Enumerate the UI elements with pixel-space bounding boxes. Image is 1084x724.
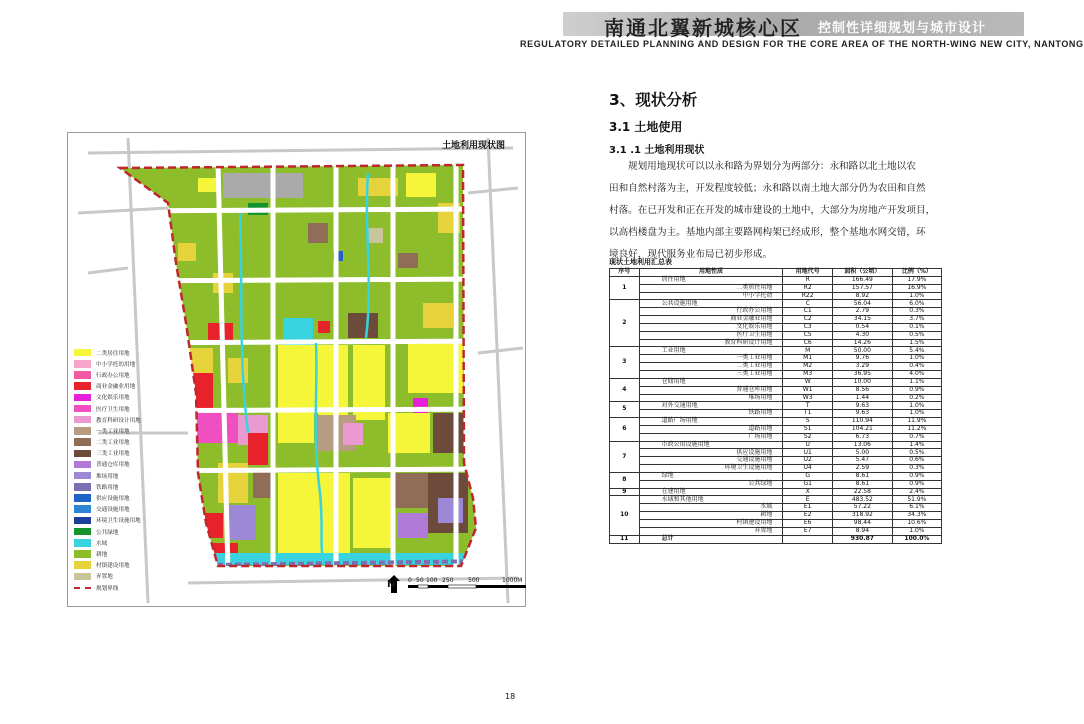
cell-no: 8 <box>610 472 640 488</box>
cell-type: 水域和其他用地 <box>639 496 783 504</box>
legend-boundary-swatch <box>74 587 91 589</box>
cell-ratio: 11.2% <box>892 425 941 433</box>
legend-swatch <box>74 494 91 502</box>
cell-area: 2.79 <box>832 308 892 316</box>
project-title: 南通北翼新城核心区 <box>604 16 802 40</box>
cell-area: 34.15 <box>832 316 892 324</box>
cell-ratio: 3.7% <box>892 316 941 324</box>
cell-no: 3 <box>610 347 640 378</box>
cell-ratio: 0.2% <box>892 394 941 402</box>
table-row <box>610 433 942 441</box>
cell-area: 318.92 <box>832 512 892 520</box>
cell-code: S1 <box>783 425 832 433</box>
cell-area: 104.21 <box>832 425 892 433</box>
table-row <box>610 331 942 339</box>
map-legend <box>74 347 184 593</box>
legend-item <box>74 537 184 548</box>
cell-no: 2 <box>610 300 640 347</box>
legend-swatch <box>74 394 91 402</box>
paragraph-line: 以高档楼盘为主。基地内部主要路网构架已经成形，整个基地水网交错，环 <box>609 227 926 238</box>
table-row <box>610 425 942 433</box>
table-row <box>610 339 942 347</box>
cell-area: 157.57 <box>832 284 892 292</box>
cell-ratio: 0.3% <box>892 465 941 473</box>
cell-area: 5.00 <box>832 449 892 457</box>
cell-ratio: 1.5% <box>892 339 941 347</box>
legend-item <box>74 381 184 392</box>
scale-label-500: 500 <box>468 577 480 584</box>
cell-type: 二类居住用地 <box>639 284 783 292</box>
legend-swatch <box>74 539 91 547</box>
cell-ratio: 0.5% <box>892 449 941 457</box>
cell-type: 在建用地 <box>639 488 783 496</box>
cell-code: U2 <box>783 457 832 465</box>
cell-ratio: 1.1% <box>892 378 941 386</box>
scale-label-250: 250 <box>442 577 454 584</box>
cell-area: 110.94 <box>832 418 892 426</box>
legend-label: 堆场用地 <box>96 473 119 480</box>
cell-no: 1 <box>610 276 640 300</box>
cell-type: 铁路用地 <box>639 410 783 418</box>
cell-ratio: 0.7% <box>892 433 941 441</box>
cell-code: R2 <box>783 284 832 292</box>
project-title-english: REGULATORY DETAILED PLANNING AND DESIGN FOR THE CORE AREA OF THE NORTH-WING NEW CITY, NANTONG <box>520 39 1084 49</box>
cell-area: 8.92 <box>832 292 892 300</box>
cell-ratio: 6.0% <box>892 300 941 308</box>
legend-label: 商业金融业用地 <box>96 384 136 391</box>
cell-code: C1 <box>783 308 832 316</box>
cell-code: X <box>783 488 832 496</box>
cell-no: 10 <box>610 496 640 535</box>
legend-swatch <box>74 427 91 435</box>
table-row <box>610 418 942 426</box>
legend-label: 二类工业用地 <box>96 440 130 447</box>
legend-item <box>74 347 184 358</box>
cell-ratio: 1.0% <box>892 410 941 418</box>
legend-label: 弃置地 <box>96 574 113 581</box>
cell-area: 50.00 <box>832 347 892 355</box>
legend-label: 耕地 <box>96 551 108 558</box>
legend-item <box>74 448 184 459</box>
cell-code: W3 <box>783 394 832 402</box>
table-row <box>610 527 942 535</box>
cell-code: G1 <box>783 480 832 488</box>
table-row <box>610 386 942 394</box>
cell-code: U1 <box>783 449 832 457</box>
project-subtitle: 控制性详细规划与城市设计 <box>818 21 987 36</box>
cell-code <box>783 535 832 543</box>
cell-ratio: 1.0% <box>892 402 941 410</box>
legend-label: 文化娱乐用地 <box>96 395 130 402</box>
cell-type: 居住用地 <box>639 276 783 284</box>
cell-type: 商业金融业用地 <box>639 316 783 324</box>
table-row <box>610 535 942 543</box>
cell-ratio: 11.9% <box>892 418 941 426</box>
header-code: 用地代号 <box>783 269 832 277</box>
table-row <box>610 449 942 457</box>
cell-code: M2 <box>783 363 832 371</box>
scale-label-100: 100 <box>426 577 438 584</box>
legend-label: 环境卫生设施用地 <box>96 518 141 525</box>
legend-item <box>74 358 184 369</box>
cell-no: 9 <box>610 488 640 496</box>
legend-item <box>74 560 184 571</box>
cell-code: C3 <box>783 323 832 331</box>
table-row <box>610 496 942 504</box>
cell-ratio: 0.9% <box>892 480 941 488</box>
cell-type: 行政办公用地 <box>639 308 783 316</box>
legend-item <box>74 403 184 414</box>
cell-code: E7 <box>783 527 832 535</box>
page-header <box>0 0 1024 40</box>
legend-item <box>74 526 184 537</box>
table-row <box>610 378 942 386</box>
table-row <box>610 402 942 410</box>
table-row <box>610 355 942 363</box>
cell-no: 7 <box>610 441 640 472</box>
legend-label: 二类居住用地 <box>96 350 130 357</box>
legend-label: 铁路用地 <box>96 484 119 491</box>
legend-item <box>74 425 184 436</box>
cell-no: 5 <box>610 402 640 418</box>
cell-area: 8.94 <box>832 527 892 535</box>
cell-ratio: 10.6% <box>892 520 941 528</box>
cell-ratio: 0.9% <box>892 472 941 480</box>
table-row <box>610 472 942 480</box>
header-no: 序号 <box>610 269 640 277</box>
cell-ratio: 1.0% <box>892 292 941 300</box>
cell-area: 483.52 <box>832 496 892 504</box>
header-ratio: 比例（%） <box>892 269 941 277</box>
legend-swatch <box>74 505 91 513</box>
paragraph-line: 境良好，现代服务业布局已初步形成。 <box>609 249 773 260</box>
legend-swatch <box>74 483 91 491</box>
cell-area: 9.63 <box>832 410 892 418</box>
cell-ratio: 100.0% <box>892 535 941 543</box>
cell-type: 文化娱乐用地 <box>639 323 783 331</box>
section-heading: 3、现状分析 <box>609 91 698 109</box>
cell-code: T1 <box>783 410 832 418</box>
cell-code: C5 <box>783 331 832 339</box>
cell-type: 市政公用设施用地 <box>639 441 783 449</box>
cell-ratio: 34.3% <box>892 512 941 520</box>
legend-item <box>74 515 184 526</box>
cell-code: E2 <box>783 512 832 520</box>
cell-type: 普通仓库用地 <box>639 386 783 394</box>
scale-label-50: 50 <box>416 577 424 584</box>
cell-area: 22.58 <box>832 488 892 496</box>
cell-no: 11 <box>610 535 640 543</box>
cell-ratio: 1.0% <box>892 527 941 535</box>
legend-label: 供应设施用地 <box>96 496 130 503</box>
cell-type: 工业用地 <box>639 347 783 355</box>
cell-type: 公共设施用地 <box>639 300 783 308</box>
cell-area: 6.73 <box>832 433 892 441</box>
cell-ratio: 0.6% <box>892 457 941 465</box>
cell-area: 1.44 <box>832 394 892 402</box>
map-caption: 土地利用现状图 <box>442 141 506 151</box>
cell-code: U <box>783 441 832 449</box>
header-area: 面积（公顷） <box>832 269 892 277</box>
table-row <box>610 480 942 488</box>
subsubsection-heading: 3.1 .1 土地利用现状 <box>609 145 705 156</box>
cell-area: 166.49 <box>832 276 892 284</box>
cell-ratio: 1.0% <box>892 355 941 363</box>
table-row <box>610 512 942 520</box>
cell-type: 耕地 <box>639 512 783 520</box>
legend-swatch <box>74 416 91 424</box>
cell-type: 医疗卫生用地 <box>639 331 783 339</box>
legend-label: 规划界线 <box>96 585 119 592</box>
table-row <box>610 316 942 324</box>
cell-code: E6 <box>783 520 832 528</box>
cell-ratio: 16.9% <box>892 284 941 292</box>
cell-code: R <box>783 276 832 284</box>
cell-ratio: 17.9% <box>892 276 941 284</box>
description-paragraph <box>609 156 969 266</box>
table-row <box>610 370 942 378</box>
legend-swatch <box>74 528 91 536</box>
legend-item <box>74 414 184 425</box>
cell-ratio: 0.4% <box>892 363 941 371</box>
cell-ratio: 0.5% <box>892 331 941 339</box>
cell-code: U4 <box>783 465 832 473</box>
cell-code: T <box>783 402 832 410</box>
page-number: 18 <box>505 692 516 701</box>
cell-area: 10.00 <box>832 378 892 386</box>
legend-item <box>74 369 184 380</box>
cell-code: S2 <box>783 433 832 441</box>
cell-code: C2 <box>783 316 832 324</box>
legend-item <box>74 548 184 559</box>
cell-type: 村镇建设用地 <box>639 520 783 528</box>
land-use-summary-table <box>609 268 942 544</box>
legend-swatch <box>74 349 91 357</box>
cell-type: 交通设施用地 <box>639 457 783 465</box>
paragraph-line: 田和自然村落为主，开发程度较低；永和路以南土地大部分仍为农田和自然 <box>609 183 926 194</box>
scale-label-0: 0 <box>408 577 412 584</box>
table-row <box>610 520 942 528</box>
legend-label: 水域 <box>96 540 108 547</box>
legend-item <box>74 459 184 470</box>
cell-ratio: 6.1% <box>892 504 941 512</box>
legend-swatch <box>74 573 91 581</box>
legend-label: 行政办公用地 <box>96 372 130 379</box>
table-row <box>610 457 942 465</box>
table-row <box>610 410 942 418</box>
cell-type: 一类工业用地 <box>639 355 783 363</box>
cell-area: 13.06 <box>832 441 892 449</box>
table-header-row <box>610 269 942 277</box>
table-row <box>610 276 942 284</box>
legend-swatch <box>74 517 91 525</box>
cell-area: 57.22 <box>832 504 892 512</box>
legend-swatch <box>74 450 91 458</box>
cell-type: 绿地 <box>639 472 783 480</box>
cell-area: 8.61 <box>832 480 892 488</box>
subsection-heading: 3.1 土地使用 <box>609 120 683 134</box>
cell-type: 教育科研设计用地 <box>639 339 783 347</box>
legend-label: 一类工业用地 <box>96 428 130 435</box>
cell-type: 对外交通用地 <box>639 402 783 410</box>
cell-area: 56.04 <box>832 300 892 308</box>
cell-type: 水域 <box>639 504 783 512</box>
legend-swatch <box>74 472 91 480</box>
table-row <box>610 284 942 292</box>
north-label: N <box>387 579 396 590</box>
cell-type: 道路广场用地 <box>639 418 783 426</box>
cell-area: 4.30 <box>832 331 892 339</box>
cell-type: 仓储用地 <box>639 378 783 386</box>
table-row <box>610 308 942 316</box>
cell-no: 4 <box>610 378 640 402</box>
cell-type: 供应设施用地 <box>639 449 783 457</box>
cell-type: 总计 <box>639 535 783 543</box>
legend-swatch <box>74 382 91 390</box>
legend-swatch <box>74 438 91 446</box>
cell-type: 堆场用地 <box>639 394 783 402</box>
legend-label: 公共绿地 <box>96 529 119 536</box>
cell-type: 公共绿地 <box>639 480 783 488</box>
cell-ratio: 0.9% <box>892 386 941 394</box>
table-row <box>610 488 942 496</box>
cell-type: 中小学托幼 <box>639 292 783 300</box>
cell-code: W1 <box>783 386 832 394</box>
cell-ratio: 51.9% <box>892 496 941 504</box>
table-row <box>610 347 942 355</box>
legend-label: 教育科研设计用地 <box>96 417 141 424</box>
legend-item <box>74 571 184 582</box>
cell-code: E <box>783 496 832 504</box>
cell-area: 14.26 <box>832 339 892 347</box>
legend-item <box>74 437 184 448</box>
legend-label: 普通仓库用地 <box>96 462 130 469</box>
table-row <box>610 323 942 331</box>
table-row <box>610 300 942 308</box>
cell-ratio: 5.4% <box>892 347 941 355</box>
legend-swatch <box>74 550 91 558</box>
cell-area: 3.29 <box>832 363 892 371</box>
legend-swatch <box>74 561 91 569</box>
cell-type: 弃置地 <box>639 527 783 535</box>
paragraph-line: 规划用地现状可以以永和路为界划分为两部分：永和路以北土地以农 <box>628 161 916 172</box>
cell-area: 8.61 <box>832 472 892 480</box>
cell-area: 9.76 <box>832 355 892 363</box>
cell-type: 道路用地 <box>639 425 783 433</box>
cell-code: C <box>783 300 832 308</box>
cell-ratio: 1.4% <box>892 441 941 449</box>
cell-code: C6 <box>783 339 832 347</box>
cell-area: 98.44 <box>832 520 892 528</box>
cell-area: 930.87 <box>832 535 892 543</box>
table-row <box>610 504 942 512</box>
legend-label: 村镇建设用地 <box>96 563 130 570</box>
scale-label-1000: 1000M <box>502 577 523 584</box>
cell-ratio: 0.3% <box>892 308 941 316</box>
table-row <box>610 292 942 300</box>
cell-code: G <box>783 472 832 480</box>
cell-ratio: 4.0% <box>892 370 941 378</box>
cell-ratio: 0.1% <box>892 323 941 331</box>
legend-swatch <box>74 461 91 469</box>
header-type: 用地性质 <box>639 269 783 277</box>
cell-type: 广场用地 <box>639 433 783 441</box>
cell-area: 36.95 <box>832 370 892 378</box>
cell-code: S <box>783 418 832 426</box>
cell-code: M1 <box>783 355 832 363</box>
legend-swatch <box>74 405 91 413</box>
cell-no: 6 <box>610 418 640 442</box>
cell-code: W <box>783 378 832 386</box>
legend-item <box>74 392 184 403</box>
cell-area: 2.59 <box>832 465 892 473</box>
legend-label: 三类工业用地 <box>96 451 130 458</box>
cell-type: 二类工业用地 <box>639 363 783 371</box>
legend-label: 中小学托幼用地 <box>96 361 136 368</box>
cell-type: 环境卫生设施用地 <box>639 465 783 473</box>
cell-ratio: 2.4% <box>892 488 941 496</box>
cell-area: 0.54 <box>832 323 892 331</box>
cell-code: R22 <box>783 292 832 300</box>
legend-swatch <box>74 360 91 368</box>
cell-area: 8.56 <box>832 386 892 394</box>
cell-area: 9.63 <box>832 402 892 410</box>
legend-item <box>74 470 184 481</box>
legend-label: 医疗卫生用地 <box>96 406 130 413</box>
table-title: 现状土地利用汇总表 <box>609 258 672 266</box>
legend-swatch <box>74 371 91 379</box>
legend-item <box>74 582 184 593</box>
table-row <box>610 441 942 449</box>
legend-item <box>74 481 184 492</box>
cell-code: E1 <box>783 504 832 512</box>
table-row <box>610 363 942 371</box>
cell-code: M <box>783 347 832 355</box>
cell-code: M3 <box>783 370 832 378</box>
legend-item <box>74 492 184 503</box>
table-row <box>610 394 942 402</box>
table-row <box>610 465 942 473</box>
cell-area: 5.47 <box>832 457 892 465</box>
cell-type: 三类工业用地 <box>639 370 783 378</box>
legend-item <box>74 504 184 515</box>
legend-label: 交通设施用地 <box>96 507 130 514</box>
paragraph-line: 村落。在已开发和正在开发的城市建设的土地中，大部分为房地产开发项目， <box>609 205 936 216</box>
